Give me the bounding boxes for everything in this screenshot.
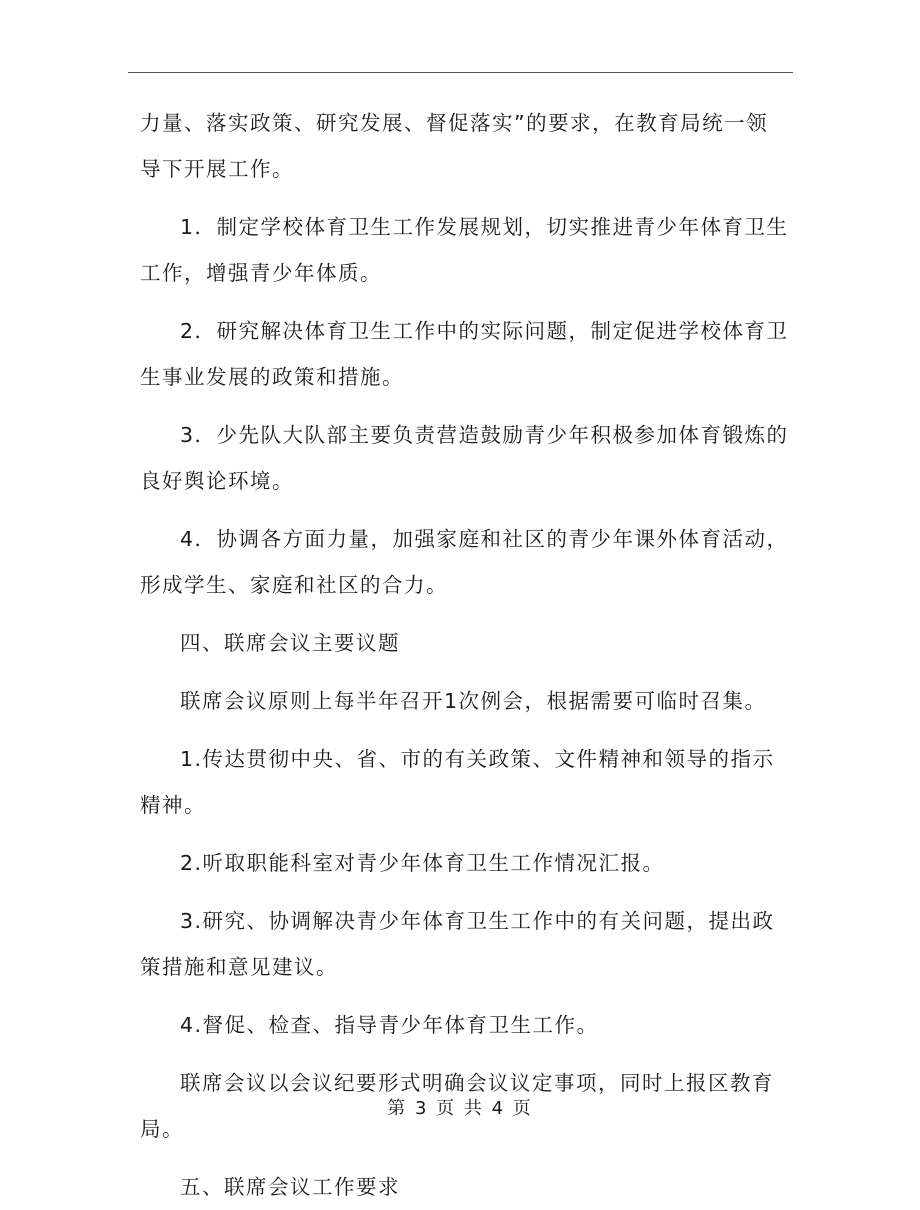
paragraph: 力量、落实政策、研究发展、督促落实”的要求，在教育局统一领导下开展工作。 bbox=[140, 111, 769, 181]
paragraph: 1.传达贯彻中央、省、市的有关政策、文件精神和领导的指示精神。 bbox=[140, 747, 775, 817]
paragraph: 2.听取职能科室对青少年体育卫生工作情况汇报。 bbox=[180, 851, 665, 875]
paragraph: 3.研究、协调解决青少年体育卫生工作中的有关问题，提出政策措施和意见建议。 bbox=[140, 909, 775, 979]
section-heading: 四、联席会议主要议题 bbox=[180, 631, 400, 655]
paragraph: 4．协调各方面力量，加强家庭和社区的青少年课外体育活动，形成学生、家庭和社区的合力。 bbox=[140, 527, 789, 597]
header-rule bbox=[128, 72, 793, 73]
paragraph: 2．研究解决体育卫生工作中的实际问题，制定促进学校体育卫生事业发展的政策和措施。 bbox=[140, 319, 789, 389]
section-heading: 五、联席会议工作要求 bbox=[180, 1175, 400, 1199]
paragraph: 联席会议原则上每半年召开1次例会，根据需要可临时召集。 bbox=[180, 689, 767, 713]
document-body bbox=[140, 100, 790, 1210]
paragraph: 4.督促、检查、指导青少年体育卫生工作。 bbox=[180, 1013, 599, 1037]
paragraph: 联席会议以会议纪要形式明确会议议定事项，同时上报区教育局。 bbox=[140, 1071, 774, 1141]
paragraph: 3．少先队大队部主要负责营造鼓励青少年积极参加体育锻炼的良好舆论环境。 bbox=[140, 423, 789, 493]
page-number: 第 3 页 共 4 页 bbox=[387, 1098, 533, 1119]
paragraph: 1．制定学校体育卫生工作发展规划，切实推进青少年体育卫生工作，增强青少年体质。 bbox=[140, 215, 789, 285]
